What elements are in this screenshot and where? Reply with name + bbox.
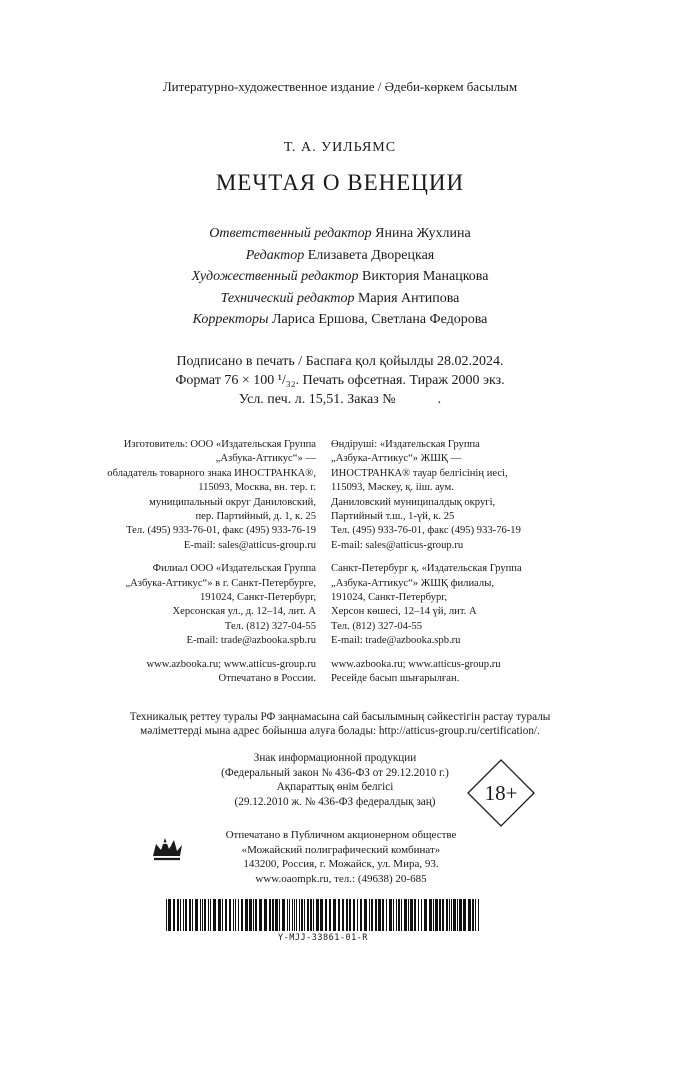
text-line: Тел. (812) 327-04-55 <box>331 620 423 632</box>
barcode-bar <box>398 899 400 931</box>
barcode-bar <box>235 899 236 931</box>
barcode-bar <box>333 899 336 931</box>
text-line: 115093, Москва, вн. тер. г. <box>198 482 316 494</box>
barcode-bar <box>475 899 476 931</box>
barcode-bar <box>222 899 223 931</box>
barcode-bar <box>294 899 295 931</box>
barcode-bar <box>189 899 191 931</box>
barcode-bar <box>410 899 413 931</box>
text-line: Тел. (812) 327-04-55 <box>224 620 316 632</box>
book-author: Т. А. УИЛЬЯМС <box>283 140 397 155</box>
barcode-bar <box>177 899 179 931</box>
age-rating-label: 18+ <box>484 781 518 805</box>
barcode-bar <box>408 899 409 931</box>
text-line: E-mail: trade@azbooka.spb.ru <box>186 635 316 647</box>
barcode-bar <box>451 899 452 931</box>
credit-line <box>0 266 680 288</box>
barcode-bar <box>435 899 438 931</box>
printer-info <box>176 828 506 886</box>
barcode-bar <box>375 899 377 931</box>
barcode-bar <box>382 899 384 931</box>
text-line: E-mail: sales@atticus-group.ru <box>331 539 464 551</box>
barcode-bar <box>404 899 407 931</box>
barcode-bar <box>457 899 458 931</box>
credit-name: Мария Антипова <box>357 290 460 306</box>
text-line: Отпечатано в Публичном акционерном обществе <box>225 829 457 841</box>
certification-note <box>0 710 680 738</box>
barcode-bar <box>307 899 309 931</box>
barcode-bar <box>229 899 231 931</box>
barcode-bar <box>269 899 271 931</box>
text-line: www.azbooka.ru; www.atticus-group.ru <box>146 658 316 670</box>
text-line: E-mail: trade@azbooka.spb.ru <box>331 635 461 647</box>
barcode-bar <box>296 899 297 931</box>
barcode-bar <box>264 899 267 931</box>
barcode-bar <box>349 899 351 931</box>
age-rating-badge <box>466 758 536 828</box>
barcode-bar <box>316 899 319 931</box>
credit-name: Лариса Ершова, Светлана Федорова <box>272 312 488 327</box>
credit-role: Технический редактор <box>220 290 355 306</box>
text-line: 115093, Мәскеу, қ. ііш. аум. <box>331 482 454 494</box>
text-line: E-mail: sales@atticus-group.ru <box>183 539 316 551</box>
barcode-bar <box>463 899 466 931</box>
credit-line <box>0 223 680 245</box>
text-line: „Азбука-Аттикус“» в г. Санкт-Петербурге, <box>125 577 316 589</box>
text-line: 191024, Санкт-Петербург, <box>331 592 448 604</box>
text-line: www.oaompk.ru, тел.: (49638) 20-685 <box>255 872 427 885</box>
barcode-bar <box>204 899 206 931</box>
text-line: мәліметтерді мына адрес бойынша алуға болады: http://atticus-group.ru/certification/. <box>140 725 540 737</box>
barcode-code: Y-MJJ-33861-01-R <box>278 933 368 943</box>
barcode-bar <box>299 899 300 931</box>
barcode-bar <box>329 899 331 931</box>
credit-line <box>0 245 680 267</box>
series-label: Литературно-художественное издание / Әдеби-көркем басылым <box>162 79 518 94</box>
text-line: Санкт-Петербург қ. «Издательская Группа <box>331 563 522 575</box>
text-line: Ақпараттық өнім белгісі <box>276 781 394 793</box>
text-line: Изготовитель: ООО «Издательская Группа <box>123 439 316 450</box>
text-line: Өндіруші: «Издательская Группа <box>331 439 480 450</box>
text-line: „Азбука-Аттикус“» ЖШҚ филиалы, <box>331 577 494 589</box>
barcode-bar <box>414 899 416 931</box>
credit-line <box>0 309 680 331</box>
barcode-bar <box>192 899 193 931</box>
barcode-bar <box>320 899 323 931</box>
barcode-bar <box>371 899 373 931</box>
text-line: 191024, Санкт-Петербург, <box>199 592 316 604</box>
text-line: 143200, Россия, г. Можайск, ул. Мира, 93. <box>243 858 439 870</box>
barcode-bar <box>173 899 175 931</box>
barcode-bar <box>200 899 201 931</box>
barcode-bar <box>429 899 432 931</box>
barcode-bar <box>421 899 422 931</box>
barcode-bar <box>386 899 387 931</box>
text-line: Тел. (495) 933-76-01, факс (495) 933-76-19 <box>331 525 521 537</box>
text-line: муниципальный округ Даниловский, <box>149 496 316 508</box>
barcode-bar <box>292 899 293 931</box>
barcode-bar <box>272 899 274 931</box>
barcode-bar <box>233 899 234 931</box>
barcode-bar <box>401 899 402 931</box>
text-line: пер. Партийный, д. 1, к. 25 <box>195 511 316 523</box>
book-title: МЕЧТАЯ О ВЕНЕЦИИ <box>215 170 465 195</box>
format-line: Формат 76 × 100 ¹/₃₂. Печать офсетная. Тираж 2000 экз. <box>175 373 505 388</box>
barcode-bar <box>202 899 203 931</box>
barcode-bar <box>446 899 448 931</box>
barcode-bar <box>241 899 243 931</box>
barcode-bar <box>449 899 450 931</box>
text-line: Партийный т.ш., 1-үй, к. 25 <box>331 511 455 523</box>
barcode-bar <box>439 899 441 931</box>
barcode-bar <box>301 899 303 931</box>
barcode-bar <box>253 899 254 931</box>
barcode-bar <box>346 899 348 931</box>
barcode-bar <box>468 899 471 931</box>
barcode-bar <box>245 899 248 931</box>
credit-role: Художественный редактор <box>191 269 359 284</box>
barcode-bar <box>396 899 397 931</box>
barcode-bar <box>255 899 257 931</box>
barcode-bar <box>353 899 355 931</box>
sheets-line: Усл. печ. л. 15,51. Заказ № . <box>238 392 442 407</box>
barcode-bar <box>393 899 394 931</box>
barcode-bar <box>210 899 211 931</box>
barcode-bar <box>218 899 221 931</box>
barcode-bar <box>259 899 262 931</box>
barcode-bar <box>304 899 305 931</box>
text-line: Херсонская ул., д. 12–14, лит. А <box>172 606 316 618</box>
barcode-bar <box>180 899 181 931</box>
barcode-bar <box>310 899 312 931</box>
barcode-bar <box>478 899 479 931</box>
barcode-bar <box>166 899 167 931</box>
barcode-bar <box>364 899 367 931</box>
barcode-bar <box>208 899 209 931</box>
manufacturer-ru <box>20 438 316 687</box>
barcode-bar <box>360 899 362 931</box>
manufacturer-branch-kz <box>331 562 661 648</box>
text-line: «Можайский полиграфический комбинат» <box>241 843 441 856</box>
signed-line: Подписано в печать / Баспаға қол қойылды 28.02.2024. <box>176 354 504 369</box>
manufacturer-main-ru <box>20 438 316 553</box>
barcode-bar <box>249 899 252 931</box>
credit-name: Янина Жухлина <box>375 226 471 241</box>
barcode-bar <box>357 899 358 931</box>
barcode-bar <box>338 899 340 931</box>
barcode-bar <box>185 899 187 931</box>
text-line: www.azbooka.ru; www.atticus-group.ru <box>331 658 501 670</box>
info-sign-text <box>170 751 500 809</box>
credit-name: Виктория Манацкова <box>362 269 489 284</box>
barcode-bar <box>195 899 198 931</box>
credits-list <box>0 223 680 331</box>
barcode-bar <box>213 899 216 931</box>
text-line: обладатель товарного знака ИНОСТРАНКА®, <box>107 467 316 479</box>
barcode-bar <box>424 899 427 931</box>
barcode-bar <box>442 899 444 931</box>
barcode-bar <box>389 899 392 931</box>
barcode-bar <box>433 899 434 931</box>
barcode <box>166 899 480 931</box>
barcode-bar <box>418 899 419 931</box>
manufacturer-branch-ru <box>20 562 316 648</box>
manufacturer-kz <box>331 438 661 687</box>
barcode-bar <box>459 899 462 931</box>
text-line: „Азбука-Аттикус“» ЖШҚ — <box>331 453 462 465</box>
barcode-bar <box>325 899 327 931</box>
text-line: (Федеральный закон № 436-ФЗ от 29.12.2010 г.) <box>221 766 449 779</box>
text-line: Филиал ООО «Издательская Группа <box>152 563 316 575</box>
barcode-bar <box>289 899 290 931</box>
manufacturer-main-kz <box>331 438 661 553</box>
barcode-bar <box>472 899 474 931</box>
manufacturer-footer-ru <box>20 658 316 687</box>
text-line: Тел. (495) 933-76-01, факс (495) 933-76-19 <box>126 525 316 537</box>
manufacturer-footer-kz <box>331 658 661 687</box>
barcode-bar <box>342 899 344 931</box>
credit-role: Ответственный редактор <box>209 226 372 241</box>
barcode-bar <box>453 899 456 931</box>
text-line: Отпечатано в России. <box>218 673 316 685</box>
barcode-bar <box>183 899 184 931</box>
barcode-bar <box>279 899 280 931</box>
text-line: Херсон көшесі, 12–14 үй, лит. А <box>331 606 477 618</box>
publication-info <box>0 352 680 409</box>
text-line: ИНОСТРАНКА® тауар белгісінің иесі, <box>331 467 508 479</box>
barcode-bar <box>225 899 227 931</box>
credit-name: Елизавета Дворецкая <box>307 247 435 263</box>
barcode-bar <box>313 899 314 931</box>
text-line: (29.12.2010 ж. № 436-ФЗ федералдық заң) <box>234 795 436 808</box>
credit-line <box>0 288 680 310</box>
text-line: Ресейде басып шығарылған. <box>331 673 460 685</box>
barcode-bar <box>287 899 288 931</box>
text-line: „Азбука-Аттикус“» — <box>215 453 316 465</box>
barcode-bar <box>238 899 239 931</box>
barcode-bar <box>282 899 285 931</box>
text-line: Знак информационной продукции <box>253 752 417 764</box>
barcode-bar <box>369 899 370 931</box>
barcode-bar <box>275 899 278 931</box>
credit-role: Редактор <box>245 247 305 263</box>
barcode-bar <box>168 899 171 931</box>
barcode-bar <box>378 899 381 931</box>
text-line: Техникалық реттеу туралы РФ заңнамасына сай басылымның сәйкестігін растау туралы <box>129 711 551 723</box>
credit-role: Корректоры <box>192 312 269 327</box>
text-line: Даниловский муниципалдық округі, <box>331 496 496 508</box>
